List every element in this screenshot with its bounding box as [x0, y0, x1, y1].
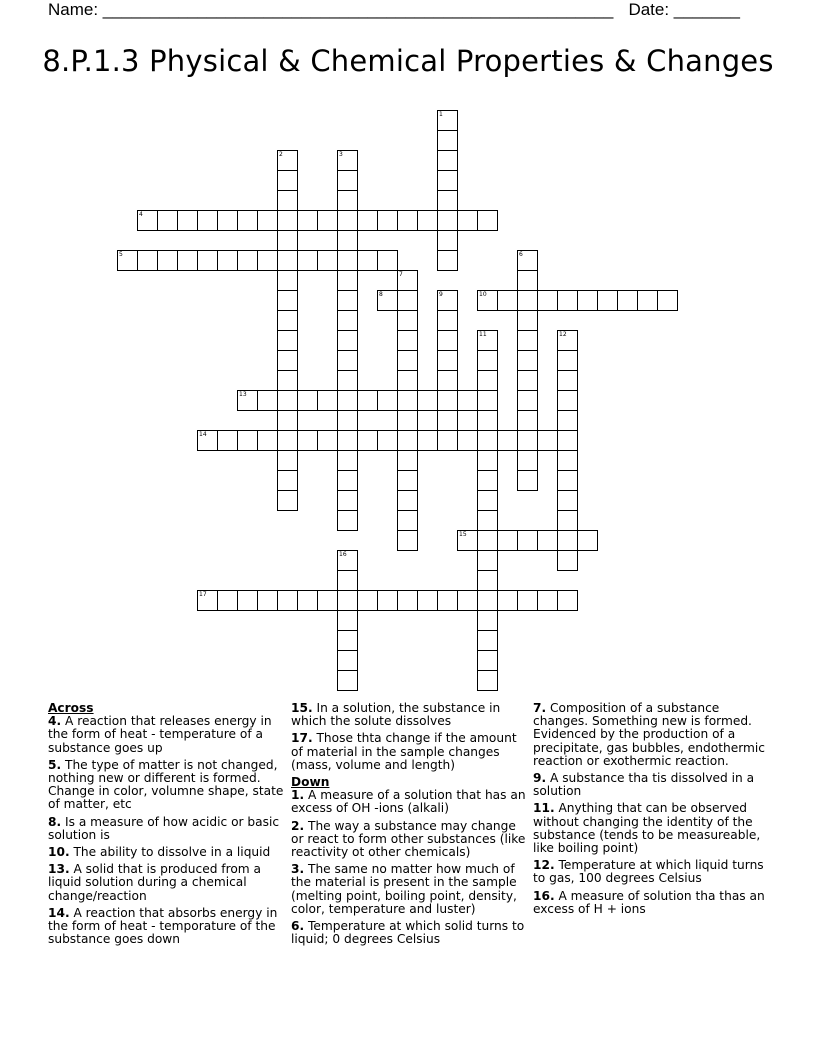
crossword-cell[interactable]: [557, 530, 578, 551]
crossword-cell[interactable]: [457, 590, 478, 611]
crossword-cell[interactable]: [397, 330, 418, 351]
crossword-cell[interactable]: [477, 370, 498, 391]
crossword-cell[interactable]: [377, 290, 398, 311]
crossword-cell[interactable]: [397, 390, 418, 411]
crossword-cell[interactable]: [257, 590, 278, 611]
clue-number: 6: [519, 251, 523, 258]
crossword-cell[interactable]: [337, 410, 358, 431]
clue-number: 4: [139, 211, 143, 218]
crossword-cell[interactable]: [437, 230, 458, 251]
crossword-cell[interactable]: [337, 550, 358, 571]
crossword-cell[interactable]: [577, 530, 598, 551]
crossword-cell[interactable]: [337, 170, 358, 191]
crossword-cell[interactable]: [477, 670, 498, 691]
crossword-cell[interactable]: [337, 210, 358, 231]
crossword-cell[interactable]: [477, 330, 498, 351]
crossword-cell[interactable]: [137, 210, 158, 231]
crossword-cell[interactable]: [557, 450, 578, 471]
crossword-cell[interactable]: [337, 650, 358, 671]
crossword-cell[interactable]: [517, 430, 538, 451]
clue-number: 15: [459, 531, 467, 538]
crossword-cell[interactable]: [417, 430, 438, 451]
crossword-cell[interactable]: [477, 470, 498, 491]
crossword-cell[interactable]: [557, 290, 578, 311]
crossword-cell[interactable]: [437, 390, 458, 411]
crossword-cell[interactable]: [277, 270, 298, 291]
crossword-cell[interactable]: [597, 290, 618, 311]
crossword-cell[interactable]: [337, 150, 358, 171]
clues-column-1: [48, 702, 284, 950]
crossword-cell[interactable]: [557, 510, 578, 531]
crossword-cell[interactable]: [497, 530, 518, 551]
crossword-cell[interactable]: [337, 390, 358, 411]
crossword-cell[interactable]: [397, 450, 418, 471]
crossword-cell[interactable]: [237, 590, 258, 611]
crossword-cell[interactable]: [337, 450, 358, 471]
crossword-cell[interactable]: [457, 430, 478, 451]
crossword-cell[interactable]: [337, 470, 358, 491]
crossword-cell[interactable]: [477, 550, 498, 571]
crossword-cell[interactable]: [277, 290, 298, 311]
crossword-cell[interactable]: [397, 430, 418, 451]
crossword-cell[interactable]: [557, 390, 578, 411]
clue-number: 12: [559, 331, 567, 338]
crossword-cell[interactable]: [477, 510, 498, 531]
crossword-cell[interactable]: [437, 330, 458, 351]
clue-number: 2: [279, 151, 283, 158]
crossword-cell[interactable]: [237, 430, 258, 451]
crossword-cell[interactable]: [337, 190, 358, 211]
crossword-cell[interactable]: [357, 430, 378, 451]
crossword-cell[interactable]: [437, 190, 458, 211]
clue-down-3: 3. The same no matter how much of the material is present in the sample (melting point, boiling point, density, color, temperature and luster): [291, 862, 517, 916]
clue-number: 9: [439, 291, 443, 298]
crossword-cell[interactable]: [437, 150, 458, 171]
crossword-cell[interactable]: [277, 410, 298, 431]
crossword-cell[interactable]: [397, 350, 418, 371]
clue-number: 3: [339, 151, 343, 158]
crossword-cell[interactable]: [257, 430, 278, 451]
crossword-cell[interactable]: [417, 390, 438, 411]
crossword-cell[interactable]: [517, 530, 538, 551]
clue-down-11: 11. Anything that can be observed without changing the identity of the substance (tends to be measureable, like boiling point): [533, 801, 761, 856]
crossword-cell[interactable]: [357, 590, 378, 611]
date-field-label[interactable]: Date: _______: [628, 0, 740, 19]
crossword-cell[interactable]: [377, 250, 398, 271]
crossword-cell[interactable]: [397, 310, 418, 331]
clue-number: 17: [199, 591, 207, 598]
crossword-cell[interactable]: [237, 210, 258, 231]
crossword-cell[interactable]: [517, 590, 538, 611]
crossword-cell[interactable]: [517, 350, 538, 371]
crossword-cell[interactable]: [477, 290, 498, 311]
clue-across-4: 4. A reaction that releases energy in the form of heat - temperature of a substance goes up: [48, 714, 272, 755]
crossword-cell[interactable]: [277, 590, 298, 611]
down-heading: Down: [291, 775, 330, 790]
crossword-cell[interactable]: [517, 290, 538, 311]
crossword-cell[interactable]: [617, 290, 638, 311]
clue-number: 5: [119, 251, 123, 258]
clue-across-8: 8. Is a measure of how acidic or basic solution is: [48, 814, 280, 842]
crossword-cell[interactable]: [437, 430, 458, 451]
crossword-cell[interactable]: [557, 350, 578, 371]
crossword-cell[interactable]: [177, 210, 198, 231]
crossword-cell[interactable]: [337, 570, 358, 591]
crossword-cell[interactable]: [497, 590, 518, 611]
crossword-cell[interactable]: [497, 430, 518, 451]
across-heading: Across: [48, 701, 94, 715]
crossword-cell[interactable]: [277, 390, 298, 411]
crossword-cell[interactable]: [537, 530, 558, 551]
clue-down-9: 9. A substance tha tis dissolved in a solution: [533, 771, 755, 799]
crossword-cell[interactable]: [337, 430, 358, 451]
crossword-cell[interactable]: [337, 230, 358, 251]
crossword-cell[interactable]: [277, 230, 298, 251]
crossword-cell[interactable]: [517, 270, 538, 291]
crossword-cell[interactable]: [197, 210, 218, 231]
clue-across-15: 15. In a solution, the substance in which the solute dissolves: [291, 701, 501, 729]
crossword-cell[interactable]: [157, 210, 178, 231]
crossword-cell[interactable]: [197, 590, 218, 611]
crossword-cell[interactable]: [397, 210, 418, 231]
crossword-cell[interactable]: [437, 130, 458, 151]
crossword-cell[interactable]: [557, 430, 578, 451]
crossword-cell[interactable]: [477, 650, 498, 671]
crossword-cell[interactable]: [417, 590, 438, 611]
crossword-cell[interactable]: [457, 390, 478, 411]
crossword-cell[interactable]: [557, 410, 578, 431]
crossword-cell[interactable]: [297, 250, 318, 271]
crossword-cell[interactable]: [437, 110, 458, 131]
clue-number: 14: [199, 431, 207, 438]
crossword-cell[interactable]: [557, 370, 578, 391]
crossword-cell[interactable]: [557, 470, 578, 491]
clue-down-16: 16. A measure of solution tha thas an excess of H + ions: [533, 888, 765, 916]
crossword-cell[interactable]: [337, 350, 358, 371]
crossword-cell[interactable]: [337, 510, 358, 531]
crossword-cell[interactable]: [277, 490, 298, 511]
crossword-cell[interactable]: [557, 490, 578, 511]
clue-number: 10: [479, 291, 487, 298]
crossword-cell[interactable]: [297, 390, 318, 411]
crossword-cell[interactable]: [217, 590, 238, 611]
crossword-cell[interactable]: [257, 250, 278, 271]
crossword-cell[interactable]: [277, 250, 298, 271]
crossword-cell[interactable]: [517, 330, 538, 351]
clue-down-6: 6. Temperature at which solid turns to liquid; 0 degrees Celsius: [291, 919, 525, 947]
clue-down-2: 2. The way a substance may change or react to form other substances (like reactivity ot other chemicals): [291, 818, 526, 860]
crossword-cell[interactable]: [277, 450, 298, 471]
crossword-cell[interactable]: [517, 450, 538, 471]
crossword-cell[interactable]: [477, 570, 498, 591]
clue-number: 11: [479, 331, 487, 338]
clue-down-7: 7. Composition of a substance changes. Something new is formed. Evidenced by the production of a precipitate, gas bubbles, endothermic reaction or exothermic reaction.: [533, 701, 765, 768]
crossword-cell[interactable]: [317, 250, 338, 271]
crossword-cell[interactable]: [337, 670, 358, 691]
crossword-cell[interactable]: [477, 390, 498, 411]
crossword-cell[interactable]: [337, 630, 358, 651]
crossword-cell[interactable]: [477, 450, 498, 471]
crossword-cell[interactable]: [477, 610, 498, 631]
crossword-cell[interactable]: [317, 210, 338, 231]
clues-column-3: [533, 702, 769, 920]
crossword-cell[interactable]: [537, 430, 558, 451]
crossword-cell[interactable]: [457, 530, 478, 551]
crossword-cell[interactable]: [137, 250, 158, 271]
crossword-cell[interactable]: [257, 390, 278, 411]
clue-down-12: 12. Temperature at which liquid turns to gas, 100 degrees Celsius: [533, 858, 764, 886]
crossword-cell[interactable]: [157, 250, 178, 271]
crossword-cell[interactable]: [277, 210, 298, 231]
crossword-cell[interactable]: [197, 430, 218, 451]
crossword-cell[interactable]: [397, 270, 418, 291]
crossword-cell[interactable]: [337, 590, 358, 611]
crossword-cell[interactable]: [517, 370, 538, 391]
crossword-cell[interactable]: [277, 430, 298, 451]
crossword-cell[interactable]: [277, 370, 298, 391]
crossword-cell[interactable]: [477, 630, 498, 651]
crossword-cell[interactable]: [237, 250, 258, 271]
crossword-cell[interactable]: [297, 430, 318, 451]
crossword-cell[interactable]: [417, 210, 438, 231]
crossword-cell[interactable]: [397, 530, 418, 551]
crossword-cell[interactable]: [337, 270, 358, 291]
crossword-cell[interactable]: [477, 530, 498, 551]
crossword-cell[interactable]: [377, 590, 398, 611]
crossword-cell[interactable]: [437, 410, 458, 431]
crossword-cell[interactable]: [477, 210, 498, 231]
crossword-cell[interactable]: [277, 170, 298, 191]
clue-across-17: 17. Those thta change if the amount of material in the sample changes (mass, volume and length): [291, 731, 517, 772]
crossword-cell[interactable]: [177, 250, 198, 271]
crossword-cell[interactable]: [517, 310, 538, 331]
crossword-cell[interactable]: [337, 490, 358, 511]
crossword-cell[interactable]: [437, 210, 458, 231]
crossword-cell[interactable]: [217, 210, 238, 231]
crossword-cell[interactable]: [557, 550, 578, 571]
crossword-cell[interactable]: [397, 510, 418, 531]
crossword-cell[interactable]: [497, 290, 518, 311]
crossword-cell[interactable]: [297, 210, 318, 231]
crossword-cell[interactable]: [357, 250, 378, 271]
crossword-cell[interactable]: [337, 330, 358, 351]
crossword-cell[interactable]: [437, 350, 458, 371]
crossword-cell[interactable]: [317, 590, 338, 611]
clue-across-5: 5. The type of matter is not changed, nothing new or different is formed. Change in color, volumne shape, state of matter, etc: [48, 757, 284, 812]
crossword-cell[interactable]: [217, 430, 238, 451]
crossword-cell[interactable]: [477, 350, 498, 371]
crossword-cell[interactable]: [197, 250, 218, 271]
crossword-cell[interactable]: [377, 390, 398, 411]
crossword-cell[interactable]: [477, 490, 498, 511]
crossword-cell[interactable]: [397, 370, 418, 391]
crossword-cell[interactable]: [397, 290, 418, 311]
crossword-cell[interactable]: [257, 210, 278, 231]
clue-down-1: 1. A measure of a solution that has an excess of OH -ions (alkali): [291, 788, 526, 816]
crossword-cell[interactable]: [517, 390, 538, 411]
crossword-cell[interactable]: [357, 390, 378, 411]
crossword-cell[interactable]: [457, 210, 478, 231]
crossword-cell[interactable]: [537, 290, 558, 311]
crossword-cell[interactable]: [557, 590, 578, 611]
crossword-cell[interactable]: [437, 310, 458, 331]
crossword-cell[interactable]: [437, 590, 458, 611]
name-field-label[interactable]: Name: ______________________________________________________: [48, 0, 614, 19]
crossword-cell[interactable]: [477, 590, 498, 611]
crossword-cell[interactable]: [517, 250, 538, 271]
crossword-cell[interactable]: [337, 370, 358, 391]
clue-number: 1: [439, 111, 443, 118]
crossword-cell[interactable]: [217, 250, 238, 271]
crossword-cell[interactable]: [437, 250, 458, 271]
clue-number: 13: [239, 391, 247, 398]
crossword-cell[interactable]: [277, 190, 298, 211]
crossword-cell[interactable]: [337, 290, 358, 311]
clues-column-2: [291, 702, 527, 950]
clue-across-10: 10. The ability to dissolve in a liquid: [48, 845, 271, 860]
crossword-cell[interactable]: [237, 390, 258, 411]
crossword-cell[interactable]: [337, 310, 358, 331]
crossword-cell[interactable]: [377, 210, 398, 231]
crossword-cell[interactable]: [537, 590, 558, 611]
crossword-cell[interactable]: [397, 490, 418, 511]
clue-across-14: 14. A reaction that absorbs energy in the form of heat - temporature of the substance goes down: [48, 905, 278, 947]
page-title: 8.P.1.3 Physical & Chemical Properties & Changes: [42, 44, 774, 78]
crossword-cell[interactable]: [437, 370, 458, 391]
crossword-cell[interactable]: [297, 590, 318, 611]
crossword-cell[interactable]: [277, 310, 298, 331]
crossword-cell[interactable]: [317, 430, 338, 451]
crossword-cell[interactable]: [637, 290, 658, 311]
crossword-cell[interactable]: [657, 290, 678, 311]
crossword-cell[interactable]: [357, 210, 378, 231]
crossword-cell[interactable]: [437, 170, 458, 191]
crossword-cell[interactable]: [437, 290, 458, 311]
crossword-cell[interactable]: [277, 470, 298, 491]
crossword-cell[interactable]: [317, 390, 338, 411]
crossword-cell[interactable]: [477, 430, 498, 451]
crossword-cell[interactable]: [337, 250, 358, 271]
crossword-cell[interactable]: [477, 410, 498, 431]
crossword-cell[interactable]: [117, 250, 138, 271]
clue-number: 16: [339, 551, 347, 558]
crossword-cell[interactable]: [577, 290, 598, 311]
crossword-cell[interactable]: [277, 350, 298, 371]
crossword-cell[interactable]: [517, 470, 538, 491]
crossword-cell[interactable]: [337, 610, 358, 631]
crossword-cell[interactable]: [277, 150, 298, 171]
crossword-cell[interactable]: [277, 330, 298, 351]
clue-number: 7: [399, 271, 403, 278]
clue-number: 8: [379, 291, 383, 298]
crossword-cell[interactable]: [397, 410, 418, 431]
crossword-cell[interactable]: [397, 470, 418, 491]
clue-across-13: 13. A solid that is produced from a liquid solution during a chemical change/reaction: [48, 862, 262, 903]
crossword-cell[interactable]: [397, 590, 418, 611]
crossword-cell[interactable]: [517, 410, 538, 431]
crossword-cell[interactable]: [557, 330, 578, 351]
crossword-cell[interactable]: [377, 430, 398, 451]
